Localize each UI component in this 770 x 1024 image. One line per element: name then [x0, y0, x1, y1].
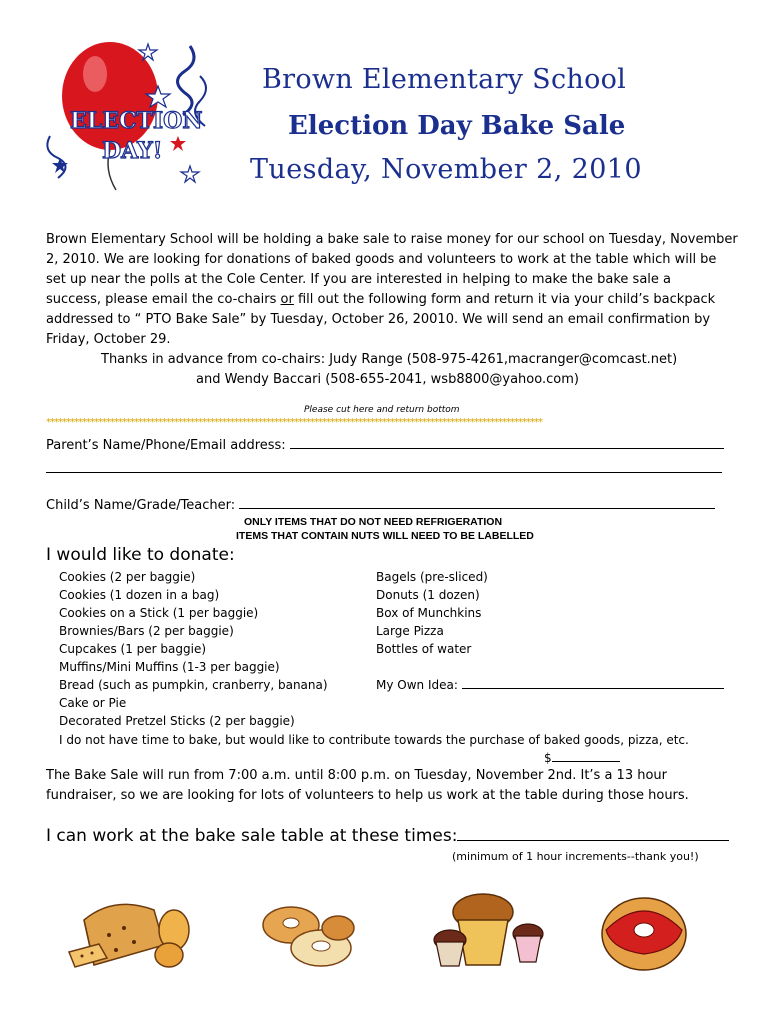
intro-line: 2, 2010. We are looking for donations of baked goods and volunteers to work at the table which will be — [46, 252, 717, 267]
donate-option[interactable]: Bread (such as pumpkin, cranberry, banana) — [59, 678, 328, 692]
intro-line: Brown Elementary School will be holding a bake sale to raise money for our school on Tuesday, November — [46, 232, 738, 247]
donut-image — [598, 890, 690, 974]
schedule-line: fundraiser, so we are looking for lots of volunteers to help us work at the table during those hours. — [46, 788, 689, 803]
event-date: Tuesday, November 2, 2010 — [250, 154, 642, 185]
donate-option[interactable]: Decorated Pretzel Sticks (2 per baggie) — [59, 714, 295, 728]
work-times-row — [46, 826, 729, 846]
child-info-label: Child’s Name/Grade/Teacher: — [46, 498, 240, 513]
cut-line: **************************************************************************************************************************** — [46, 418, 542, 428]
donate-option[interactable]: Cookies (1 dozen in a bag) — [59, 588, 220, 602]
intro-line: addressed to “ PTO Bake Sale” by Tuesday, October 26, 20010. We will send an email confirmation by — [46, 312, 711, 327]
own-idea-row — [376, 676, 724, 694]
child-info-row — [46, 496, 715, 516]
nuts-notice: ITEMS THAT CONTAIN NUTS WILL NEED TO BE LABELLED — [236, 530, 534, 542]
donate-left-list — [59, 568, 328, 730]
thanks-line-1: Thanks in advance from co-chairs: Judy Range (508-975-4261,macranger@comcast.net) — [101, 352, 678, 367]
parent-info-field[interactable] — [290, 448, 724, 449]
work-times-field[interactable] — [457, 840, 729, 841]
donate-option[interactable]: Bagels (pre-sliced) — [376, 570, 488, 584]
donate-option[interactable]: Cookies on a Stick (1 per baggie) — [59, 606, 259, 620]
school-title: Brown Elementary School — [262, 64, 627, 95]
parent-info-label: Parent’s Name/Phone/Email address: — [46, 438, 290, 453]
cut-note: Please cut here and return bottom — [304, 405, 460, 415]
own-idea-label: My Own Idea: — [376, 678, 462, 692]
bagels-image — [256, 900, 356, 972]
donate-option[interactable]: Donuts (1 dozen) — [376, 588, 480, 602]
or-emphasis: or — [280, 292, 294, 307]
logo-line1: ELECTION — [70, 108, 203, 134]
donate-option[interactable]: Cake or Pie — [59, 696, 127, 710]
donate-option[interactable]: Brownies/Bars (2 per baggie) — [59, 624, 234, 638]
intro-line: set up near the polls at the Cole Center. If you are interested in helping to make the bake sale a — [46, 272, 671, 287]
dollar-sign: $ — [544, 751, 552, 765]
parent-info-field-line2[interactable] — [46, 472, 722, 473]
muffins-image — [428, 890, 548, 970]
parent-info-row — [46, 436, 724, 456]
donate-right-list — [376, 568, 488, 658]
bread-loaves-image — [64, 890, 194, 970]
refrigeration-notice: ONLY ITEMS THAT DO NOT NEED REFRIGERATION — [244, 516, 503, 528]
thanks-line-2: and Wendy Baccari (508-655-2041, wsb8800@yahoo.com) — [196, 372, 579, 387]
election-day-logo — [40, 36, 220, 196]
donate-option[interactable]: Bottles of water — [376, 642, 472, 656]
contribute-option[interactable]: I do not have time to bake, but would like to contribute towards the purchase of baked goods, pizza, etc. — [59, 733, 689, 747]
donate-option[interactable]: Muffins/Mini Muffins (1-3 per baggie) — [59, 660, 280, 674]
schedule-line: The Bake Sale will run from 7:00 a.m. until 8:00 p.m. on Tuesday, November 2nd. It’s a 13 hour — [46, 768, 667, 783]
own-idea-field[interactable] — [462, 688, 724, 689]
donate-option[interactable]: Box of Munchkins — [376, 606, 482, 620]
donate-option[interactable]: Cookies (2 per baggie) — [59, 570, 196, 584]
work-times-heading: I can work at the bake sale table at these times: — [46, 826, 458, 846]
contribute-amount-field[interactable] — [552, 761, 620, 762]
schedule-paragraph — [46, 766, 689, 806]
work-times-note: (minimum of 1 hour increments--thank you!) — [452, 850, 699, 863]
intro-text: fill out the following form and return it via your child’s backpack — [293, 292, 716, 307]
intro-paragraph — [46, 230, 738, 350]
donate-option[interactable]: Large Pizza — [376, 624, 444, 638]
contribute-amount-row — [544, 749, 620, 767]
intro-text: success, please email the co-chairs — [46, 292, 281, 307]
logo-line2: DAY! — [102, 138, 163, 164]
donate-heading: I would like to donate: — [46, 545, 235, 565]
donate-option[interactable]: Cupcakes (1 per baggie) — [59, 642, 207, 656]
child-info-field[interactable] — [239, 508, 715, 509]
intro-line — [46, 290, 738, 310]
event-title: Election Day Bake Sale — [288, 111, 626, 141]
intro-line: Friday, October 29. — [46, 332, 171, 347]
